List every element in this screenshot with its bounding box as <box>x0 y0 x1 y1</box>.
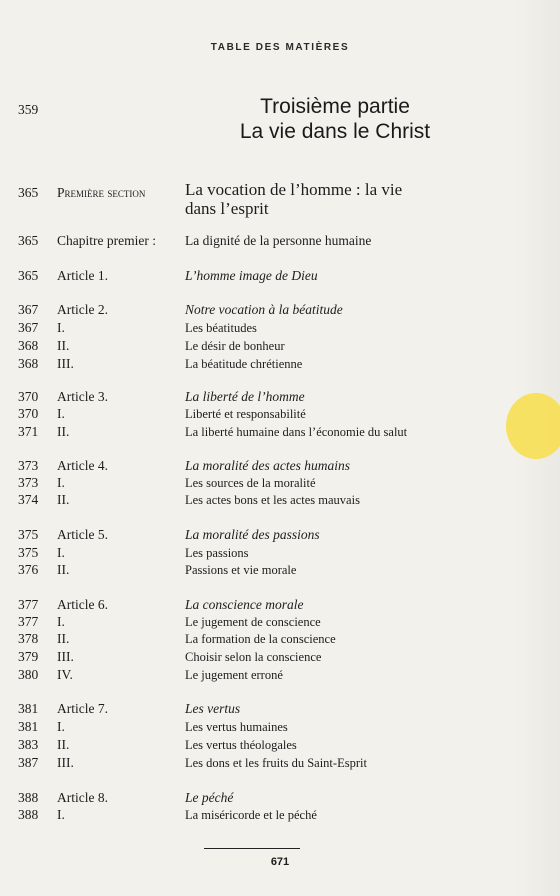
chapter-label: Chapitre premier : <box>57 233 156 248</box>
toc-subsection-title: Liberté et responsabilité <box>185 407 306 421</box>
toc-page-number: 377 <box>18 614 39 629</box>
toc-subsection-title: Les béatitudes <box>185 321 257 335</box>
toc-page-number: 373 <box>18 458 39 473</box>
toc-subsection-label: I. <box>57 807 65 822</box>
toc-subsection-label: I. <box>57 614 65 629</box>
toc-subsection-title: Le désir de bonheur <box>185 339 285 353</box>
toc-article-title: Le péché <box>185 790 234 805</box>
toc-article-title: Notre vocation à la béatitude <box>185 302 343 317</box>
part-page-number: 359 <box>18 102 39 117</box>
toc-subsection-label: II. <box>57 338 70 353</box>
toc-article-title: L’homme image de Dieu <box>185 268 318 283</box>
toc-subsection-title: Les dons et les fruits du Saint-Esprit <box>185 756 367 770</box>
toc-page-number: 370 <box>18 406 39 421</box>
toc-subsection-label: III. <box>57 649 74 664</box>
toc-article-label: Article 8. <box>57 790 108 805</box>
toc-subsection-title: Les vertus théologales <box>185 738 297 752</box>
part-title-line2: La vie dans le Christ <box>239 120 431 143</box>
section-label: Première section <box>57 185 146 200</box>
toc-article-title: La moralité des actes humains <box>185 458 350 473</box>
toc-subsection-title: Choisir selon la conscience <box>185 650 322 664</box>
toc-article-label: Article 5. <box>57 527 108 542</box>
section-title-line1: La vocation de l’homme : la vie <box>185 180 403 199</box>
toc-page-number: 374 <box>18 492 39 507</box>
toc-page-number: 368 <box>18 356 39 371</box>
index-tab-marker <box>506 393 560 459</box>
toc-page-number: 368 <box>18 338 39 353</box>
toc-subsection-title: Passions et vie morale <box>185 563 297 577</box>
toc-page-number: 387 <box>18 755 39 770</box>
toc-page-number: 376 <box>18 562 39 577</box>
page-number: 671 <box>270 856 290 868</box>
toc-subsection-label: III. <box>57 755 74 770</box>
toc-subsection-title: Les sources de la moralité <box>185 476 316 490</box>
toc-subsection-label: I. <box>57 475 65 490</box>
section-page-number: 365 <box>18 185 39 200</box>
toc-subsection-label: II. <box>57 737 70 752</box>
toc-subsection-label: II. <box>57 631 70 646</box>
toc-page-number: 388 <box>18 790 39 805</box>
toc-subsection-label: I. <box>57 719 65 734</box>
toc-page-number: 388 <box>18 807 39 822</box>
running-header: TABLE DES MATIÈRES <box>210 42 350 53</box>
toc-subsection-title: Les vertus humaines <box>185 720 288 734</box>
toc-page-number: 365 <box>18 268 39 283</box>
toc-subsection-title: La miséricorde et le péché <box>185 808 317 822</box>
toc-page-number: 370 <box>18 389 39 404</box>
toc-subsection-label: II. <box>57 562 70 577</box>
toc-page-number: 380 <box>18 667 39 682</box>
toc-article-title: La conscience morale <box>185 597 304 612</box>
section-title-line2: dans l’esprit <box>185 199 269 218</box>
toc-page-number: 373 <box>18 475 39 490</box>
toc-subsection-title: Les passions <box>185 546 249 560</box>
toc-article-label: Article 3. <box>57 389 108 404</box>
toc-subsection-title: La béatitude chrétienne <box>185 357 303 371</box>
toc-page-number: 381 <box>18 701 39 716</box>
chapter-title: La dignité de la personne humaine <box>185 233 372 248</box>
footer-rule <box>204 848 300 849</box>
part-title <box>210 94 460 144</box>
toc-article-title: Les vertus <box>185 701 241 716</box>
section-title <box>185 180 402 218</box>
part-title-line1: Troisième partie <box>260 95 410 118</box>
toc-subsection-title: Le jugement erroné <box>185 668 283 682</box>
toc-page-number: 367 <box>18 320 39 335</box>
toc-article-label: Article 7. <box>57 701 108 716</box>
toc-page-number: 371 <box>18 424 39 439</box>
toc-page-number: 383 <box>18 737 39 752</box>
toc-subsection-label: II. <box>57 424 70 439</box>
toc-article-title: La moralité des passions <box>185 527 320 542</box>
toc-subsection-label: I. <box>57 545 65 560</box>
toc-page-number: 378 <box>18 631 39 646</box>
toc-article-title: La liberté de l’homme <box>185 389 305 404</box>
toc-subsection-label: I. <box>57 320 65 335</box>
toc-subsection-label: III. <box>57 356 74 371</box>
toc-subsection-title: La liberté humaine dans l’économie du salut <box>185 425 408 439</box>
toc-subsection-title: Les actes bons et les actes mauvais <box>185 493 360 507</box>
toc-subsection-label: IV. <box>57 667 73 682</box>
toc-subsection-title: La formation de la conscience <box>185 632 336 646</box>
toc-page-number: 375 <box>18 527 39 542</box>
toc-page-number: 381 <box>18 719 39 734</box>
chapter-page-number: 365 <box>18 233 39 248</box>
toc-article-label: Article 1. <box>57 268 108 283</box>
toc-subsection-label: I. <box>57 406 65 421</box>
toc-page-number: 379 <box>18 649 39 664</box>
toc-page-number: 367 <box>18 302 39 317</box>
toc-subsection-label: II. <box>57 492 70 507</box>
toc-page-number: 377 <box>18 597 39 612</box>
toc-page-number: 375 <box>18 545 39 560</box>
toc-subsection-title: Le jugement de conscience <box>185 615 321 629</box>
toc-article-label: Article 6. <box>57 597 108 612</box>
toc-article-label: Article 2. <box>57 302 108 317</box>
toc-article-label: Article 4. <box>57 458 108 473</box>
